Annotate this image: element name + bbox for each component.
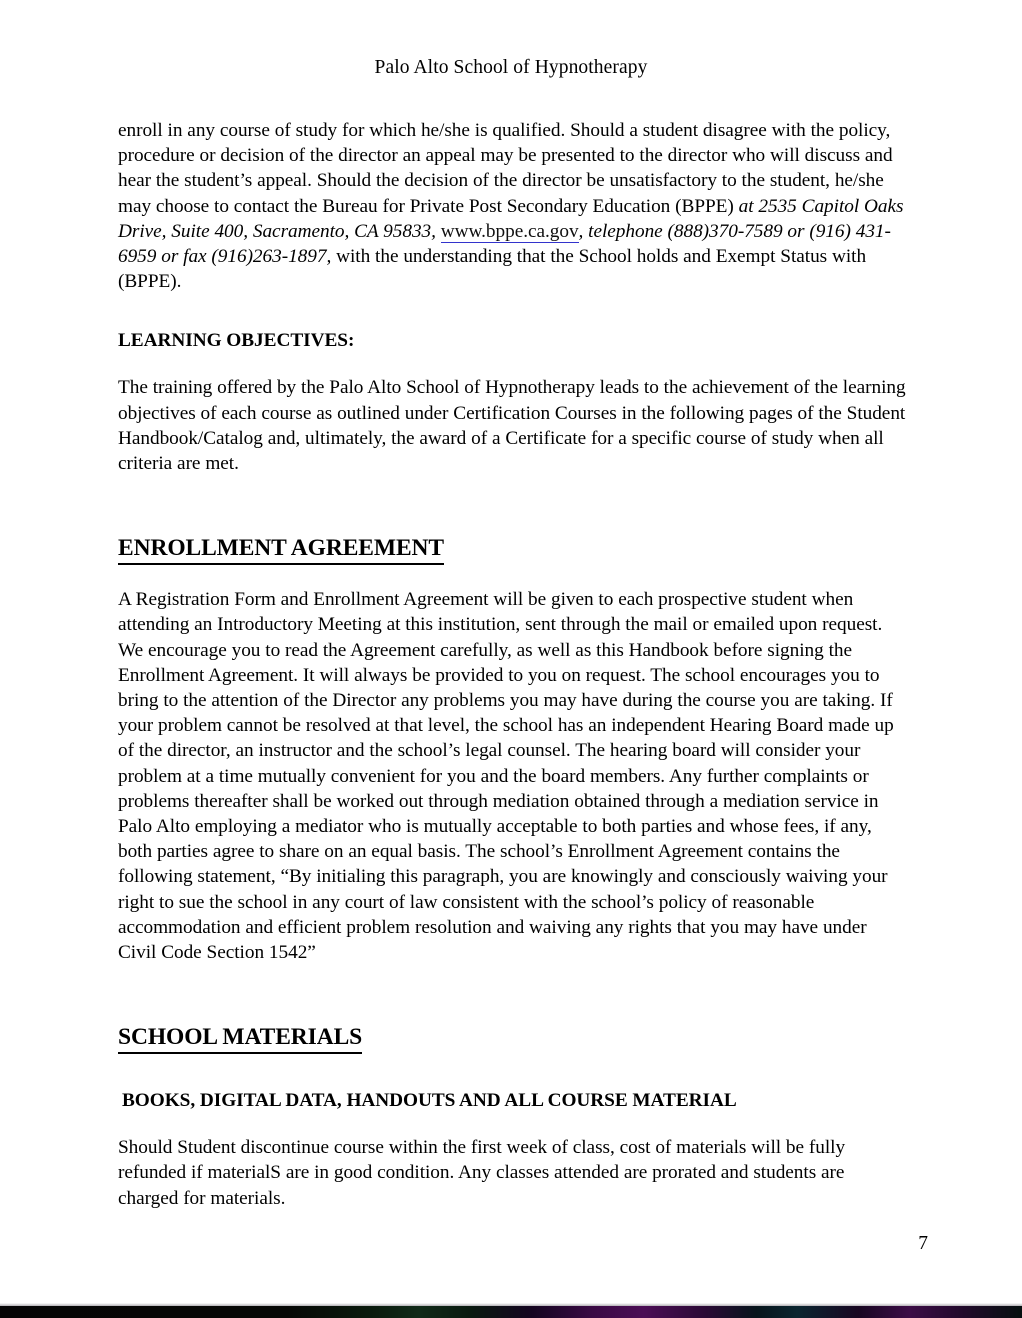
running-header-title: Palo Alto School of Hypnotherapy — [374, 57, 648, 78]
paragraph-enrollment-agreement: A Registration Form and Enrollment Agreement will be given to each prospective student when attending an Introductory Meeting at this institution, sent through the mail or emailed upon request. We encourage you to read the Agreement carefully, as well as this Handbook before signing the Enrollment Agreement. It will always be provided to you on request. The school encourages you to bring to the attention of the Director any problems you may have during the course you are taking. If your problem cannot be resolved at that level, the school has an independent Hearing Board made up of the director, an instructor and the school’s legal counsel. The hearing board will consider your problem at a time mutually convenient for you and the board members. Any further complaints or problems thereafter shall be worked out through mediation obtained through a mediation service in Palo Alto employing a mediator who is mutually acceptable to both parties and whose fees, if any, both parties agree to share on an equal basis. The school’s Enrollment Agreement contains the following statement, “By initialing this paragraph, you are knowingly and consciously waiving your right to sue the school in any court of law consistent with the school’s policy of reasonable accommodation and efficient problem resolution and waiving any rights that you may have under Civil Code Section 1542” — [118, 589, 894, 964]
paragraph-books-refund-policy: Should Student discontinue course within the first week of class, cost of materials will be fully refunded if materialS are in good condition. Any classes attended are prorated and students are charged for materials. — [118, 1137, 846, 1209]
bppe-address-italic: at 2535 Capitol Oaks Drive, Suite 400, Sacramento, CA 95833, — [118, 195, 904, 242]
paragraph-bppe-appeal — [118, 118, 906, 294]
heading-enrollment-agreement: ENROLLMENT AGREEMENT — [118, 534, 444, 565]
paragraph-learning-objectives: The training offered by the Palo Alto School of Hypnotherapy leads to the achievement of the learning objectives of each course as outlined under Certification Courses in the following pages of the Student Handbook/Catalog and, ultimately, the award of a Certificate for a specific course of study when all criteria are met. — [118, 377, 906, 475]
spacer — [118, 476, 906, 534]
spacer — [118, 565, 906, 587]
heading-learning-objectives: LEARNING OBJECTIVES: — [118, 330, 355, 352]
scan-edge-artifact — [0, 1306, 1022, 1318]
spacer — [118, 1054, 906, 1088]
spacer — [118, 353, 906, 375]
paragraph-bppe-appeal-text-part-2: with the understanding that the School holds and Exempt Status with (BPPE). — [118, 246, 867, 293]
bppe-phone-italic: , telephone (888)370-7589 or (916) 431-6959 or fax (916)263-1897, — [118, 220, 891, 268]
bppe-website-link[interactable]: www.bppe.ca.gov — [440, 220, 579, 242]
document-body — [118, 118, 906, 1211]
page-number: 7 — [918, 1233, 928, 1254]
paragraph-bppe-appeal-text-part-1: enroll in any course of study for which he/she is qualified. Should a student disagree with the policy, procedure or decision of the director an appeal may be presented to the director who will discuss and hear the student’s appeal. Should the decision of the director be unsatisfactory to the student, he/she may choose to contact the Bureau for Private Post Secondary Education (BPPE) — [118, 120, 893, 217]
heading-school-materials: SCHOOL MATERIALS — [118, 1023, 362, 1054]
spacer — [118, 1113, 906, 1135]
spacer — [118, 965, 906, 1023]
spacer — [118, 294, 906, 328]
subheading-books-digital-data: BOOKS, DIGITAL DATA, HANDOUTS AND ALL COURSE MATERIAL — [122, 1090, 737, 1112]
